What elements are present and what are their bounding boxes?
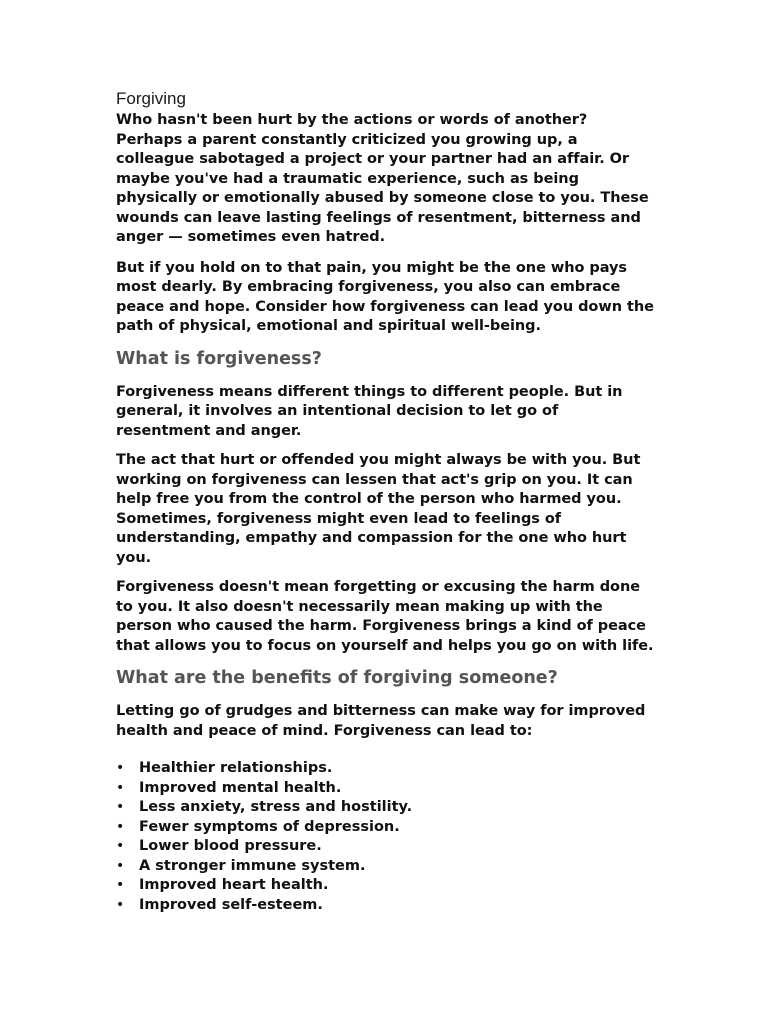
bullet-icon: • xyxy=(116,896,125,913)
bullet-icon: • xyxy=(116,818,125,835)
benefits-list xyxy=(116,759,656,915)
list-item-text: Less anxiety, stress and hostility. xyxy=(139,799,413,815)
section2-paragraph: Letting go of grudges and bitterness can make way for improved health and peace of mind. Forgiveness can lead to: xyxy=(116,703,646,739)
bullet-icon: • xyxy=(116,877,125,893)
intro-paragraph-2: But if you hold on to that pain, you might be the one who pays most dearly. By embracing forgiveness, you also can embrace peace and hope. Consider how forgiveness can lead you down the path of physical, emotional and spiritual well-being. xyxy=(116,259,654,334)
bullet-icon: • xyxy=(116,857,125,874)
list-item-text: Fewer symptoms of depression. xyxy=(139,818,400,835)
list-item xyxy=(116,837,656,857)
section1-paragraph-2: The act that hurt or offended you might always be with you. But working on forgiveness can lessen that act's grip on you. It can help free you from the control of the person who harmed you. Sometimes, forgiveness might even lead to feelings of understanding, empathy and compassion for the one who hurt you. xyxy=(116,452,641,566)
list-item xyxy=(116,759,656,779)
document-page xyxy=(116,88,656,915)
bullet-icon: • xyxy=(116,838,125,854)
section-heading-benefits: What are the benefits of forgiving someone? xyxy=(116,668,558,688)
list-item xyxy=(116,896,656,916)
list-item-text: Lower blood pressure. xyxy=(139,838,322,854)
section1-paragraph-3: Forgiveness doesn't mean forgetting or excusing the harm done to you. It also doesn't necessarily mean making up with the person who caused the harm. Forgiveness brings a kind of peace that allows you to focus on yourself and helps you go on with life. xyxy=(116,579,654,654)
bullet-icon: • xyxy=(116,760,125,776)
intro-paragraph-1: Who hasn't been hurt by the actions or words of another? Perhaps a parent constantly criticized you growing up, a colleague sabotaged a project or your partner had an affair. Or maybe you've had a traumatic experience, such as being physically or emotionally abused by someone close to you. These wounds can leave lasting feelings of resentment, bitterness and anger — sometimes even hatred. xyxy=(116,112,649,245)
list-item xyxy=(116,779,656,799)
document-title: Forgiving xyxy=(116,89,186,108)
list-item xyxy=(116,876,656,896)
list-item-text: Healthier relationships. xyxy=(139,760,333,776)
section1-paragraph-1: Forgiveness means different things to different people. But in general, it involves an intentional decision to let go of resentment and anger. xyxy=(116,383,623,439)
list-item-text: A stronger immune system. xyxy=(139,857,366,874)
bullet-icon: • xyxy=(116,799,125,815)
list-item-text: Improved heart health. xyxy=(139,877,329,893)
list-item xyxy=(116,857,656,877)
section-heading-what-is-forgiveness: What is forgiveness? xyxy=(116,348,322,369)
list-item xyxy=(116,818,656,838)
list-item-text: Improved self-esteem. xyxy=(139,896,323,913)
bullet-icon: • xyxy=(116,779,125,796)
list-item-text: Improved mental health. xyxy=(139,779,342,796)
list-item xyxy=(116,798,656,818)
